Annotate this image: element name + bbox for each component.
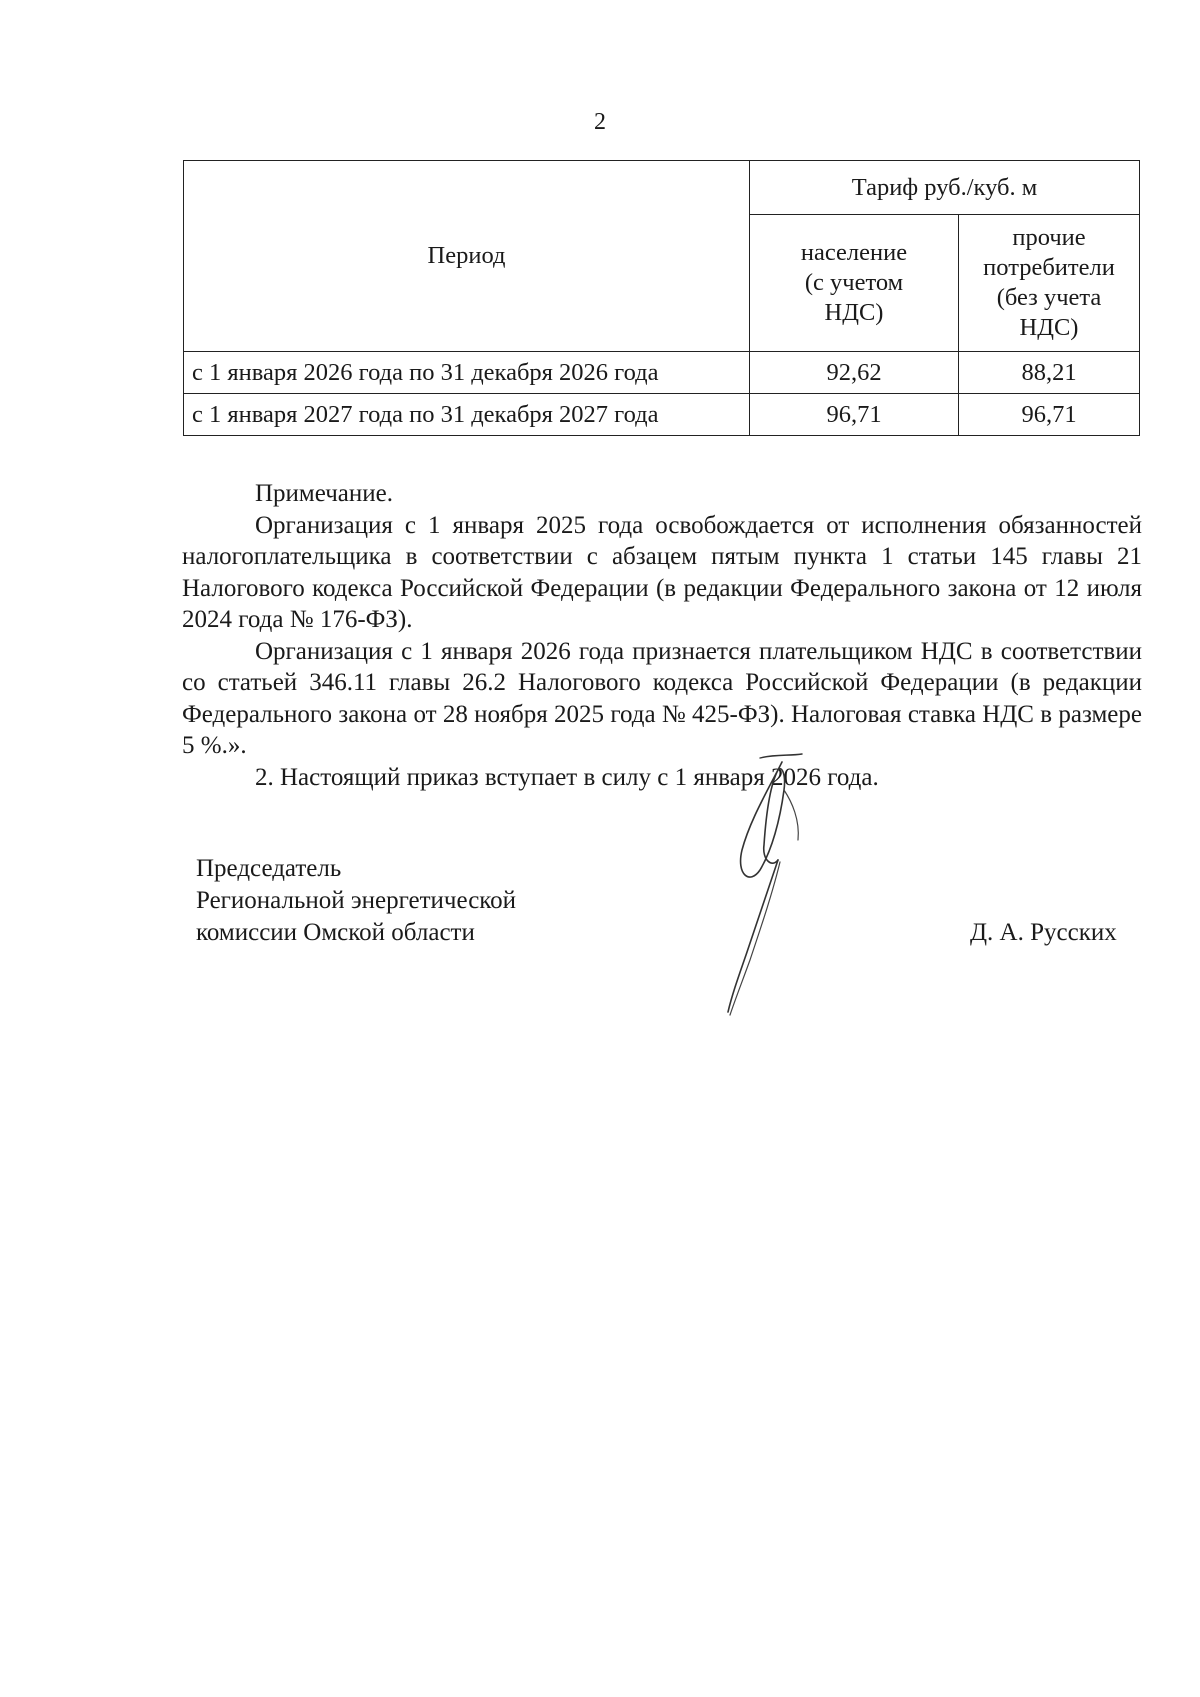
- effective-clause: 2. Настоящий приказ вступает в силу с 1 января 2026 года.: [255, 763, 879, 791]
- table-row: [184, 352, 1140, 394]
- table-row: [184, 394, 1140, 436]
- note-paragraph: Организация с 1 января 2025 года освобождается от исполнения обязанностей налогоплательщика в соответствии с абзацем пятым пункта 1 статьи 145 главы 21 Налогового кодекса Российской Федерации (в редакции Федерального закона от 12 июля 2024 года № 176-ФЗ).: [182, 511, 1142, 633]
- period-cell: с 1 января 2027 года по 31 декабря 2027 года: [184, 394, 750, 436]
- signatory-position-line: Председатель: [196, 855, 342, 882]
- note-paragraph: Организация с 1 января 2026 года признается плательщиком НДС в соответствии со статьей 346.11 главы 26.2 Налогового кодекса Российской Федерации (в редакции Федерального закона от 28 ноября 2025 года № 425-ФЗ). Налоговая ставка НДС в размере 5 %.».: [182, 637, 1142, 759]
- note-title: Примечание.: [255, 480, 394, 507]
- period-cell: с 1 января 2026 года по 31 декабря 2026 года: [184, 352, 750, 394]
- population-header-line: (с учетом: [804, 269, 904, 296]
- population-tariff-cell: 92,62: [750, 352, 959, 394]
- other-consumers-header: [959, 215, 1140, 352]
- other-consumers-header-line: (без учета: [996, 284, 1102, 311]
- population-header: [750, 215, 959, 352]
- other-consumers-header-line: потребители: [983, 254, 1115, 281]
- population-tariff-cell: 96,71: [750, 394, 959, 436]
- document-body: [182, 478, 1142, 793]
- page-number: 2: [594, 109, 606, 135]
- signatory-name: Д. А. Русских: [970, 919, 1117, 946]
- period-header: Период: [184, 161, 750, 352]
- handwritten-signature: [720, 750, 840, 1020]
- signatory-position-line: Региональной энергетической: [196, 887, 517, 914]
- other-consumers-header-line: прочие: [1012, 224, 1086, 251]
- population-header-line: НДС): [824, 299, 884, 326]
- tariff-table: [183, 160, 1140, 436]
- population-header-line: население: [800, 239, 908, 266]
- other-consumers-tariff-cell: 88,21: [959, 352, 1140, 394]
- other-consumers-header-line: НДС): [1019, 314, 1079, 341]
- tariff-header: Тариф руб./куб. м: [750, 161, 1140, 215]
- signatory-position: [196, 853, 516, 949]
- other-consumers-tariff-cell: 96,71: [959, 394, 1140, 436]
- signatory-position-line: комиссии Омской области: [196, 919, 475, 946]
- table-header-row: [184, 161, 1140, 215]
